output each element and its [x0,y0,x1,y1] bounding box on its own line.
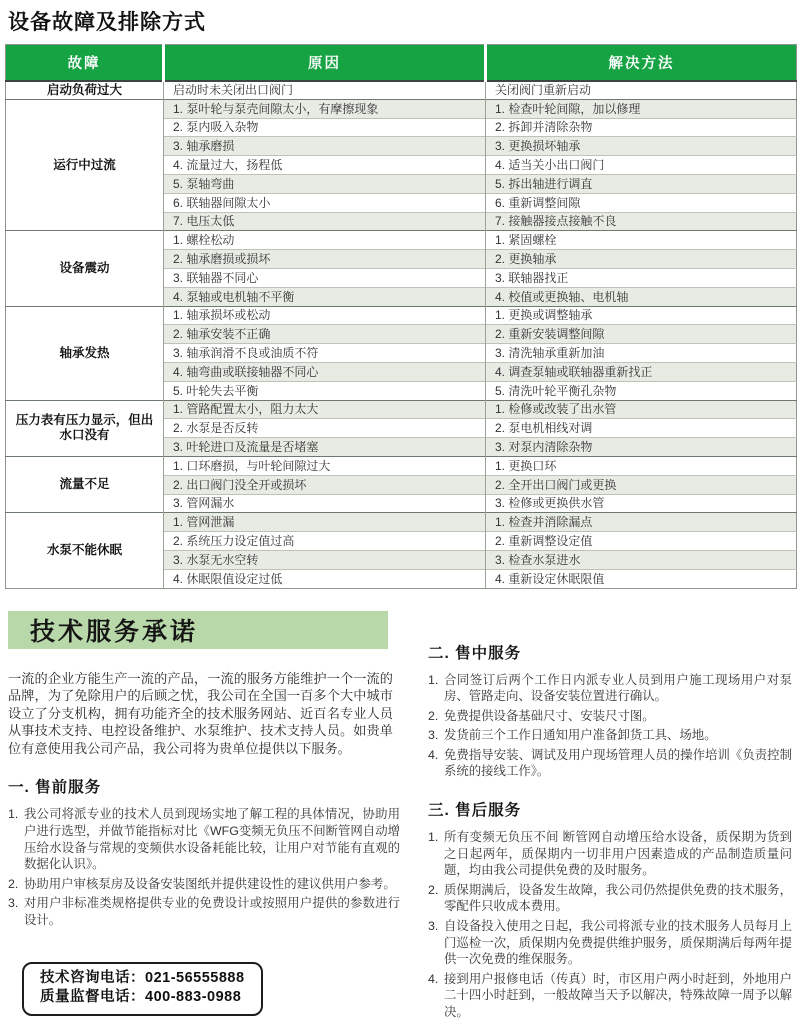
solution-cell: 1. 更换口环 [486,456,797,475]
solution-cell: 7. 接触器接点接触不良 [486,212,797,231]
cause-cell: 4. 泵轴或电机轴不平衡 [164,287,486,306]
solution-cell: 3. 联轴器找正 [486,268,797,287]
table-body [6,81,797,589]
fault-name-cell: 流量不足 [6,456,164,512]
solution-cell: 4. 调查泵轴或联轴器重新找正 [486,362,797,381]
item-number: 1. [428,830,439,845]
service-list-item [8,806,400,872]
item-number: 4. [428,971,439,986]
solution-cell: 3. 清洗轴承重新加油 [486,344,797,363]
table-row [6,81,797,100]
item-number: 1. [428,672,439,687]
item-text: 自设备投入使用之日起，我公司将派专业的技术服务人员每月上门巡检一次，质保期内免费提供维护服务，质保期满后每两年提供一次免费的维保服务。 [444,919,792,967]
service-section [5,611,795,1024]
solution-cell: 5. 清洗叶轮平衡孔杂物 [486,381,797,400]
solution-cell: 1. 检查叶轮间隙，加以修理 [486,99,797,118]
table-row [6,400,797,419]
cause-cell: 3. 水泵无水空转 [164,550,486,569]
item-number: 3. [8,896,19,911]
service-list-item [428,882,792,915]
fault-name-cell: 启动负荷过大 [6,81,164,100]
solution-cell: 5. 拆出轴进行调直 [486,174,797,193]
presale-list [8,806,400,928]
solution-cell: 1. 更换或调整轴承 [486,306,797,325]
item-number: 1. [8,807,19,822]
cause-cell: 4. 轴弯曲或联接轴器不同心 [164,362,486,381]
cause-cell: 2. 泵内吸入杂物 [164,118,486,137]
column-header-solution: 解决方法 [486,45,797,81]
solution-cell: 关闭阀门重新启动 [486,81,797,100]
solution-cell: 4. 适当关小出口阀门 [486,156,797,175]
solution-cell: 2. 重新调整设定值 [486,532,797,551]
aftersale-heading: 三. 售后服务 [428,802,522,820]
item-text: 合同签订后两个工作日内派专业人员到用户施工现场用户对泵房、管路走向、设备安装位置进行确认。 [444,672,792,704]
item-text: 对用户非标准类规格提供专业的免费设计或按照用户提供的参数进行设计。 [24,896,400,928]
service-left-column [8,611,400,1024]
solution-cell: 2. 重新安装调整间隙 [486,325,797,344]
table-row [6,456,797,475]
fault-name-cell: 运行中过流 [6,99,164,231]
insale-heading: 二. 售中服务 [428,644,522,662]
solution-cell: 1. 检查并消除漏点 [486,513,797,532]
cause-cell: 4. 休眠限值设定过低 [164,569,486,588]
item-text: 我公司将派专业的技术人员到现场实地了解工程的具体情况，协助用户进行选型，并做节能指标对比《WFG变频无负压不间断管网自动增压给水设备与常规的变频供水设备耗能比较，让用户对节能有直观的数据化认识》。 [24,807,400,872]
service-right-column [428,611,792,1024]
table-row [6,513,797,532]
insale-list [428,672,792,781]
fault-name-cell: 设备震动 [6,231,164,306]
item-text: 质保期满后，设备发生故障，我公司仍然提供免费的技术服务，零配件只收成本费用。 [444,882,792,914]
cause-cell: 启动时未关闭出口阀门 [164,81,486,100]
service-banner-title: 技术服务承诺 [8,611,388,649]
cause-cell: 5. 泵轴弯曲 [164,174,486,193]
service-list-item [8,895,400,928]
cause-cell: 6. 联轴器间隙太小 [164,193,486,212]
solution-cell: 1. 检修或改装了出水管 [486,400,797,419]
solution-cell: 3. 对泵内清除杂物 [486,438,797,457]
cause-cell: 2. 轴承磨损或损坏 [164,250,486,269]
contact-phone-box [22,962,263,1016]
fault-name-cell: 水泵不能休眠 [6,513,164,588]
cause-cell: 1. 轴承损坏或松动 [164,306,486,325]
item-number: 2. [428,708,439,723]
solution-cell: 2. 全开出口阀门或更换 [486,475,797,494]
presale-heading: 一. 售前服务 [8,779,102,797]
service-list-item [428,829,792,879]
table-row [6,306,797,325]
cause-cell: 1. 泵叶轮与泵壳间隙太小，有摩擦现象 [164,99,486,118]
solution-cell: 2. 泵电机相线对调 [486,419,797,438]
service-list-item [428,971,792,1021]
solution-cell: 3. 更换损坏轴承 [486,137,797,156]
table-row [6,231,797,250]
cause-cell: 3. 管网漏水 [164,494,486,513]
solution-cell: 6. 重新调整间隙 [486,193,797,212]
item-text: 所有变频无负压不间 断管网自动增压给水设备，质保期为货到之日起两年，质保期内一切非用户因素造成的产品制造质量问题，均由我公司提供免费的及时服务。 [444,830,792,878]
fault-troubleshooting-table [5,44,797,589]
cause-cell: 2. 轴承安装不正确 [164,325,486,344]
item-text: 免费指导安装、调试及用户现场管理人员的操作培训《负责控制系统的接线工作》。 [444,747,792,779]
solution-cell: 4. 校值或更换轴、电机轴 [486,287,797,306]
item-number: 4. [428,747,439,762]
item-number: 3. [428,728,439,743]
item-number: 3. [428,919,439,934]
cause-cell: 2. 水泵是否反转 [164,419,486,438]
service-list-item [8,876,400,893]
fault-name-cell: 压力表有压力显示，但出水口没有 [6,400,164,456]
cause-cell: 1. 管网泄漏 [164,513,486,532]
column-header-cause: 原因 [164,45,486,81]
aftersale-list [428,829,792,1021]
page-title: 设备故障及排除方式 [8,11,206,34]
service-list-item [428,747,792,780]
table-header [6,45,797,81]
solution-cell: 2. 拆卸并清除杂物 [486,118,797,137]
cause-cell: 1. 管路配置太小，阻力太大 [164,400,486,419]
cause-cell: 3. 叶轮进口及流量是否堵塞 [164,438,486,457]
item-text: 免费提供设备基础尺寸、安装尺寸图。 [444,708,655,723]
cause-cell: 5. 叶轮失去平衡 [164,381,486,400]
cause-cell: 2. 系统压力设定值过高 [164,532,486,551]
cause-cell: 4. 流量过大，扬程低 [164,156,486,175]
item-number: 2. [428,882,439,897]
cause-cell: 3. 轴承磨损 [164,137,486,156]
solution-cell: 2. 更换轴承 [486,250,797,269]
service-list-item [428,672,792,705]
column-header-fault: 故障 [6,45,164,81]
service-intro-paragraph: 一流的企业方能生产一流的产品，一流的服务方能维护一个一流的品牌，为了免除用户的后顾之忧，我公司在全国一百多个大中城市设立了分支机构，拥有功能齐全的技术服务网站、近百名专业人员从事技术支持、电控设备维护、水泵维护、技术支持人员。如贵单位有意使用我公司产品，我公司将为贵单位提供以下服务。 [8,670,393,756]
service-list-item [428,918,792,968]
service-list-item [428,727,792,744]
cause-cell: 1. 口环磨损，与叶轮间隙过大 [164,456,486,475]
item-text: 接到用户报修电话（传真）时，市区用户两小时赶到，外地用户二十四小时赶到，一般故障当天予以解决，特殊故障一周予以解决。 [444,971,792,1020]
cause-cell: 2. 出口阀门没全开或损坏 [164,475,486,494]
table-row [6,99,797,118]
cause-cell: 3. 轴承润滑不良或油质不符 [164,344,486,363]
cause-cell: 7. 电压太低 [164,212,486,231]
item-text: 发货前三个工作日通知用户准备卸货工具、场地。 [444,728,717,743]
fault-name-cell: 轴承发热 [6,306,164,400]
solution-cell: 1. 紧固螺栓 [486,231,797,250]
quality-supervision-phone: 质量监督电话：400-883-0988 [40,989,242,1006]
solution-cell: 3. 检查水泵进水 [486,550,797,569]
cause-cell: 3. 联轴器不同心 [164,268,486,287]
tech-consult-phone: 技术咨询电话：021-56555888 [40,969,245,986]
solution-cell: 3. 检修或更换供水管 [486,494,797,513]
cause-cell: 1. 螺栓松动 [164,231,486,250]
service-list-item [428,708,792,725]
item-text: 协助用户审核泵房及设备安装图纸并提供建设性的建议供用户参考。 [24,876,396,891]
item-number: 2. [8,876,19,891]
solution-cell: 4. 重新设定休眠限值 [486,569,797,588]
